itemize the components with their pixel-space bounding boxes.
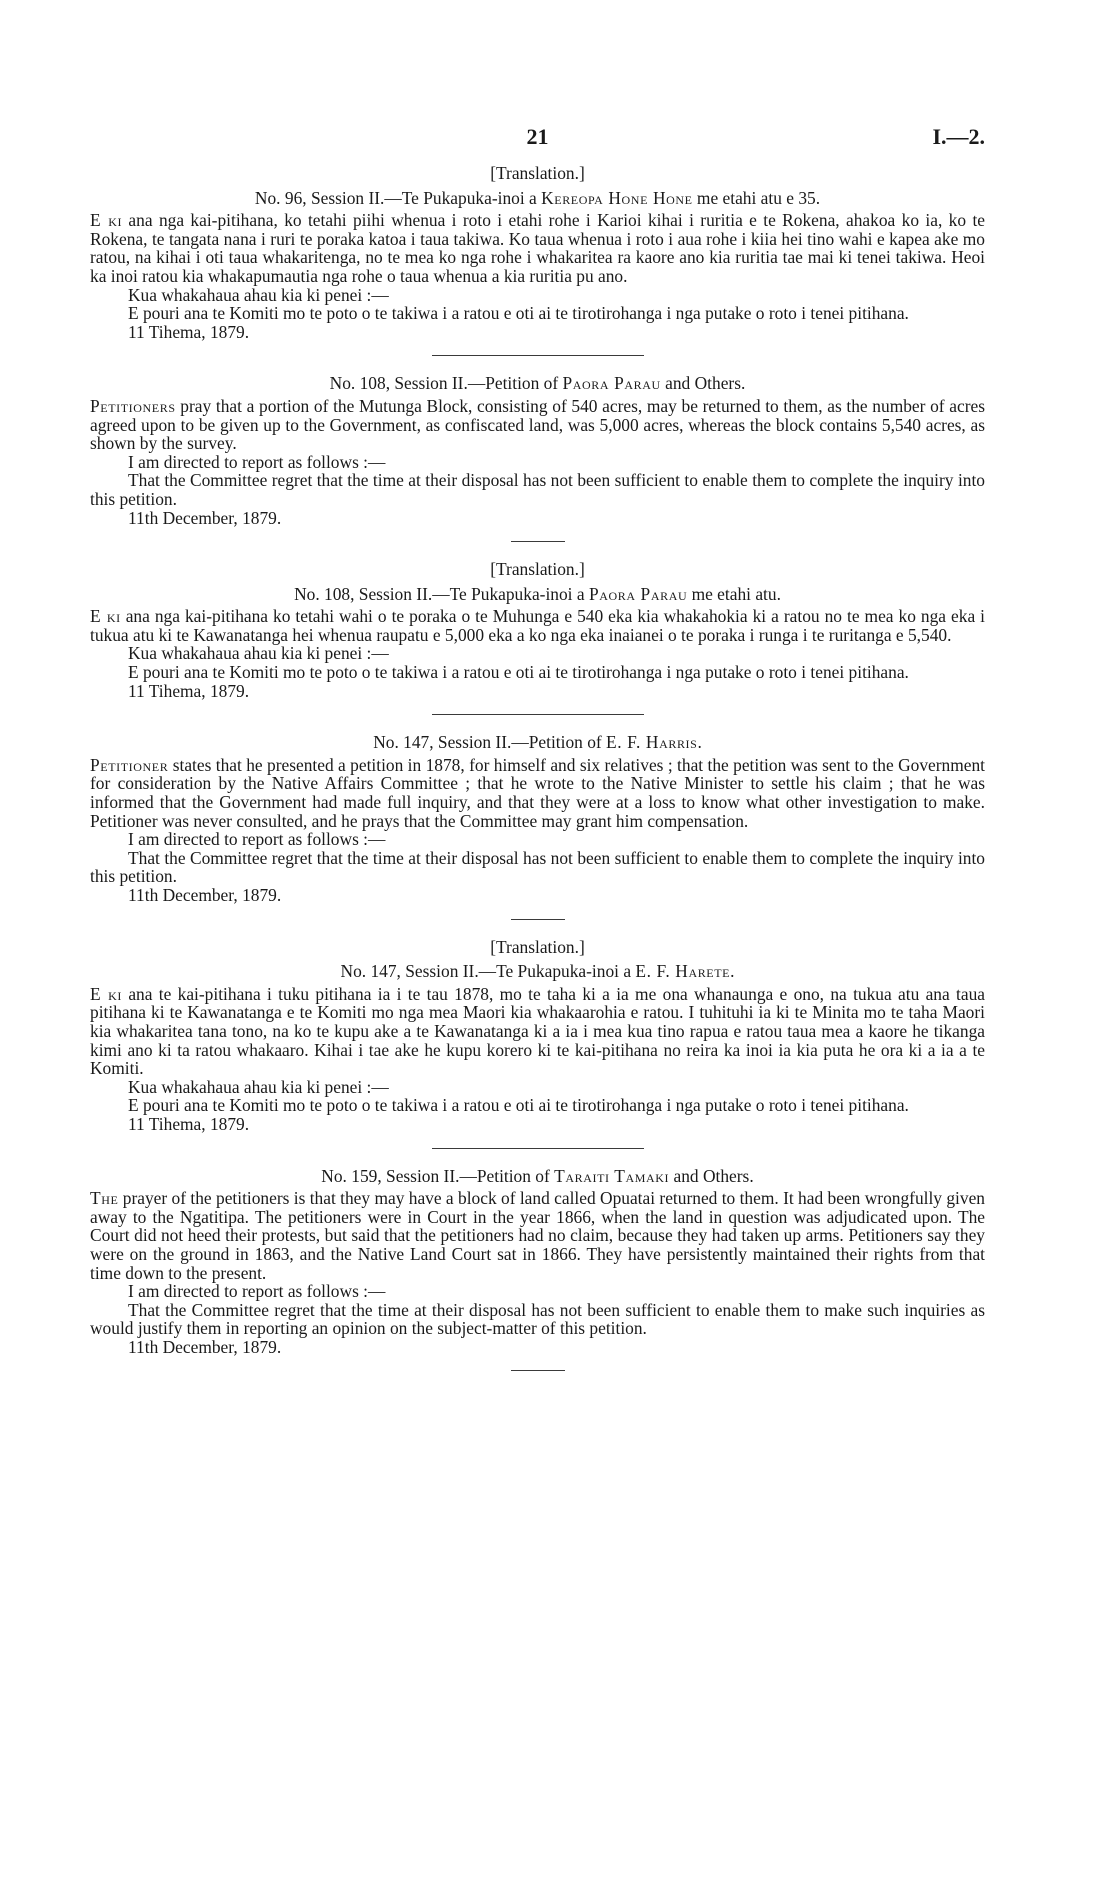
report-date: 11 Tihema, 1879. xyxy=(128,1113,250,1134)
document-reference: I.—2. xyxy=(932,124,985,149)
page-number: 21 xyxy=(526,124,549,149)
page-header xyxy=(90,124,985,154)
body-lead: E ki xyxy=(90,210,123,231)
body-lead: E ki xyxy=(90,983,123,1004)
report-direction: Kua whakahaua ahau kia ki penei :— xyxy=(128,1076,389,1097)
report-direction: Kua whakahaua ahau kia ki penei :— xyxy=(128,284,389,305)
committee-report: That the Committee regret that the time at their disposal has not been sufficient to enable them to complete the inquiry into this petition. xyxy=(90,847,985,887)
section-divider xyxy=(511,1370,565,1371)
petition-title xyxy=(90,585,985,604)
title-suffix: me etahi atu e 35. xyxy=(692,187,821,208)
petition-body xyxy=(90,397,985,453)
translation-label: [Translation.] xyxy=(490,559,585,580)
title-prefix: No. 147, Session II.—Te Pukapuka-inoi a xyxy=(340,961,636,982)
petition-title xyxy=(90,962,985,981)
section-divider xyxy=(432,714,644,715)
petitioner-name: Paora Parau xyxy=(588,583,688,604)
title-suffix: me etahi atu. xyxy=(687,583,781,604)
petition-title xyxy=(90,374,985,393)
petitioner-name: E. F. Harris xyxy=(606,732,698,753)
petition-body xyxy=(90,211,985,285)
committee-report: E pouri ana te Komiti mo te poto o te takiwa i a ratou e oti ai te tirotirohanga i nga putake o roto i tenei pitihana. xyxy=(128,303,909,324)
body-lead: Petitioners xyxy=(90,395,176,416)
section-divider xyxy=(511,541,565,542)
committee-report: E pouri ana te Komiti mo te poto o te takiwa i a ratou e oti ai te tirotirohanga i nga putake o roto i tenei pitihana. xyxy=(128,1095,909,1116)
title-prefix: No. 108, Session II.—Petition of xyxy=(329,373,563,394)
report-direction: I am directed to report as follows :— xyxy=(128,1281,386,1302)
translation-label: [Translation.] xyxy=(490,936,585,957)
petition-section xyxy=(90,374,985,542)
report-date: 11th December, 1879. xyxy=(128,885,282,905)
body-text: pray that a portion of the Mutunga Block, consisting of 540 acres, may be returned to them, as the number of acres agreed upon to be given up to the Government, as confiscated land, was 5,000 acres, whereas the block contains 5,540 acres, as shown by the survey. xyxy=(90,395,985,454)
report-direction: I am directed to report as follows :— xyxy=(128,451,386,472)
section-divider xyxy=(511,919,565,920)
title-suffix: and Others. xyxy=(669,1165,754,1186)
section-divider xyxy=(432,355,644,356)
report-direction: I am directed to report as follows :— xyxy=(128,829,386,850)
body-text: ana te kai-pitihana i tuku pitihana ia i te tau 1878, mo te taha ki a ia me ona whanaunga e ono, na tukua atu ana taua pitihana ki te Kawanatanga e te Komiti mo nga mea Maori kia whakaarohia e ratou. I tuhituhi ia ki te Minita mo te taha Maori kia whakaritea tana tono, na ko te kupu ake a te Kawanatanga ki a ia i mea kua tino rapua e ratou taua mea a kaore he tikanga kimi ano ki ta ratou whakaaro. Kihai i tae ake he kupu korero ki te kai-pitihana no reira ka inoi ia kia puta he ora ki a ia a te Komiti. xyxy=(90,983,985,1079)
body-lead: Petitioner xyxy=(90,754,169,775)
title-prefix: No. 159, Session II.—Petition of xyxy=(321,1165,555,1186)
title-suffix: and Others. xyxy=(660,373,746,394)
committee-report: E pouri ana te Komiti mo te poto o te takiwa i a ratou e oti ai te tirotirohanga i nga putake o roto i tenei pitihana. xyxy=(128,662,909,683)
petitioner-name: Kereopa Hone Hone xyxy=(541,187,693,208)
petition-section xyxy=(90,938,985,1149)
report-date: 11 Tihema, 1879. xyxy=(128,321,250,342)
report-date: 11th December, 1879. xyxy=(128,1336,282,1357)
petition-title xyxy=(90,189,985,208)
report-direction: Kua whakahaua ahau kia ki penei :— xyxy=(128,643,389,664)
petition-body xyxy=(90,756,985,830)
body-text: states that he presented a petition in 1878, for himself and six relatives ; that the petition was sent to the Government for consideration by the Native Affairs Committee ; that he wrote to the Native Minister to settle his claim ; that he was informed that the Government had made full inquiry, and that they were at a loss to know what other investigation to make. Petitioner was never consulted, and he prays that the Committee may grant him compensation. xyxy=(90,754,985,831)
title-prefix: No. 108, Session II.—Te Pukapuka-inoi a xyxy=(294,583,589,604)
title-suffix: . xyxy=(730,961,735,982)
petition-body xyxy=(90,1189,985,1282)
translation-label: [Translation.] xyxy=(490,163,585,183)
petition-body xyxy=(90,607,985,644)
body-text: ana nga kai-pitihana ko tetahi wahi o te poraka o te Muhunga e 540 eka kia whakahokia ki a ratou no te mea ko nga eka i tukua atu ki te Kawanatanga hei whenua raupatu e 5,000 eka a ko nga eka inaianei o te poraka i runga i te ruritanga e 5,540. xyxy=(90,606,985,645)
petition-section xyxy=(90,164,985,356)
petition-title xyxy=(90,1167,985,1186)
committee-report: That the Committee regret that the time at their disposal has not been sufficient to enable them to make such inquiries as would justify them in reporting an opinion on the subject-matter of this petition. xyxy=(90,1299,985,1339)
body-lead: The xyxy=(90,1188,119,1209)
petitioner-name: E. F. Harete xyxy=(635,961,731,982)
section-divider xyxy=(432,1148,644,1149)
body-text: prayer of the petitioners is that they may have a block of land called Opuatai returned to them. It had been wrongfully given away to the Ngatitipa. The petitioners were in Court in the year 1866, when the land in question was adjudicated upon. The Court did not heed their protests, but said that the petitioners had no claim, because they had taken up arms. Petitioners say they were on the ground in 1863, and the Native Land Court sat in 1866. They have persistently maintained their rights from that time down to the present. xyxy=(90,1188,985,1283)
petitioner-name: Paora Parau xyxy=(562,373,661,394)
petition-section xyxy=(90,560,985,715)
title-prefix: No. 147, Session II.—Petition of xyxy=(373,732,607,753)
petitioner-name: Taraiti Tamaki xyxy=(554,1165,670,1186)
title-prefix: No. 96, Session II.—Te Pukapuka-inoi a xyxy=(254,187,542,208)
title-suffix: . xyxy=(697,732,702,753)
committee-report: That the Committee regret that the time at their disposal has not been sufficient to enable them to complete the inquiry into this petition. xyxy=(90,470,985,509)
body-text: ana nga kai-pitihana, ko tetahi piihi whenua i roto i etahi rohe i Karioi kihai i ruritia e te Rokena, ahakoa ko ia, ko te Rokena, te tangata nana i ruri te poraka katoa i taua takiwa. Ko taua whenua i roto i aua rohe i kiia hei tino wahi e kapea ake mo ratou, na kihai i oti taua whakaritenga, no te mea ko nga rohe i whakaritea ra kaore ano kia ruritia tae mai ki tenei takiwa. Heoi ka inoi ratou kia whakapumautia nga rohe o taua whenua a kia ruritia pu ano. xyxy=(90,210,985,286)
report-date: 11 Tihema, 1879. xyxy=(128,680,250,701)
petition-title xyxy=(90,733,985,752)
body-lead: E ki xyxy=(90,606,121,627)
petition-body xyxy=(90,985,985,1078)
report-date: 11th December, 1879. xyxy=(128,507,282,528)
petition-section xyxy=(90,1167,985,1372)
petition-section xyxy=(90,733,985,919)
document-page xyxy=(90,124,985,1389)
